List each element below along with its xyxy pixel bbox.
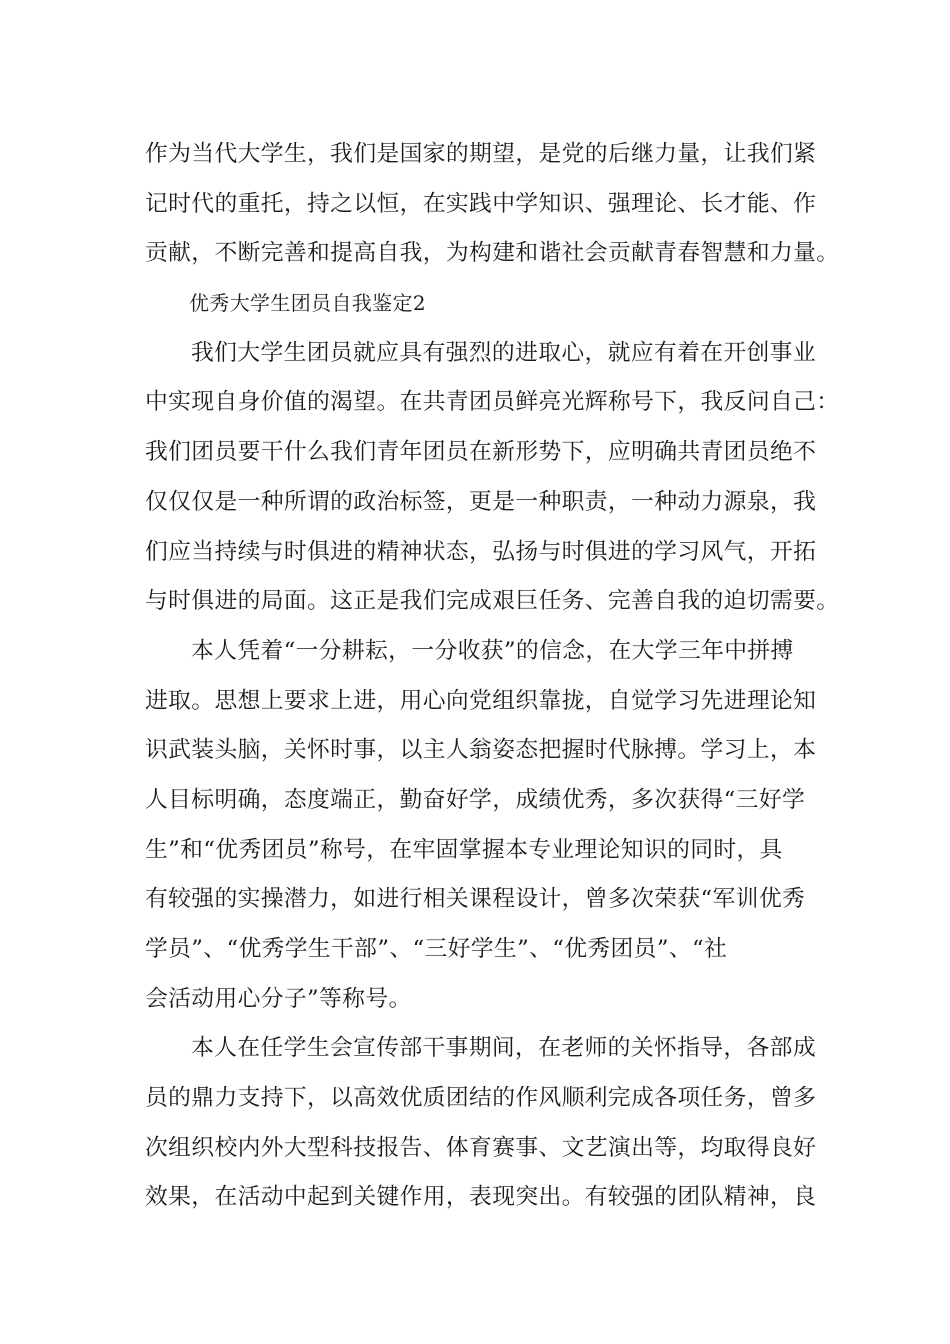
text-line: 中实现自身价值的渴望。在共青团员鲜亮光辉称号下，我反问自己： bbox=[145, 389, 840, 416]
text-line: 我们团员要干什么我们青年团员在新形势下，应明确共青团员绝不 bbox=[145, 439, 817, 466]
text-line: 本人在任学生会宣传部干事期间，在老师的关怀指导，各部成 bbox=[191, 1035, 816, 1062]
text-line: 作为当代大学生，我们是国家的期望，是党的后继力量，让我们紧 bbox=[145, 141, 817, 167]
text-line: 会活动用心分子”等称号。 bbox=[145, 985, 412, 1012]
text-line: 本人凭着“一分耕耘，一分收获”的信念，在大学三年中拼搏 bbox=[191, 637, 794, 664]
document-body bbox=[145, 130, 840, 1223]
text-line: 人目标明确，态度端正，勤奋好学，成绩优秀，多次获得“三好学 bbox=[145, 786, 806, 813]
text-line: 有较强的实操潜力，如进行相关课程设计，曾多次荣获“军训优秀 bbox=[145, 886, 806, 913]
text-line: 我们大学生团员就应具有强烈的进取心，就应有着在开创事业 bbox=[191, 339, 816, 366]
text-line: 员的鼎力支持下，以高效优质团结的作风顺利完成各项任务，曾多 bbox=[145, 1085, 817, 1112]
text-line: 记时代的重托，持之以恒，在实践中学知识、强理论、长才能、作 bbox=[145, 190, 817, 217]
text-line: 与时俱进的局面。这正是我们完成艰巨任务、完善自我的迫切需要。 bbox=[145, 588, 840, 615]
text-line: 识武装头脑，关怀时事，以主人翁姿态把握时代脉搏。学习上，本 bbox=[145, 737, 817, 764]
text-line: 效果，在活动中起到关键作用，表现突出。有较强的团队精神，良 bbox=[145, 1184, 817, 1211]
text-line: 学员”、“优秀学生干部”、“三好学生”、“优秀团员”、“社 bbox=[145, 936, 728, 962]
text-line: 们应当持续与时俱进的精神状态，弘扬与时俱进的学习风气，开拓 bbox=[145, 538, 817, 565]
text-line: 进取。思想上要求上进，用心向党组织靠拢，自觉学习先进理论知 bbox=[145, 687, 817, 714]
text-line: 贡献，不断完善和提高自我，为构建和谐社会贡献青春智慧和力量。 bbox=[145, 240, 840, 267]
text-line: 生”和“优秀团员”称号，在牢固掌握本专业理论知识的同时，具 bbox=[145, 836, 783, 863]
section-heading: 优秀大学生团员自我鉴定2 bbox=[189, 291, 426, 316]
text-line: 仅仅仅是一种所谓的政治标签，更是一种职责，一种动力源泉，我 bbox=[145, 488, 817, 515]
text-line: 次组织校内外大型科技报告、体育赛事、文艺演出等，均取得良好 bbox=[145, 1134, 817, 1161]
